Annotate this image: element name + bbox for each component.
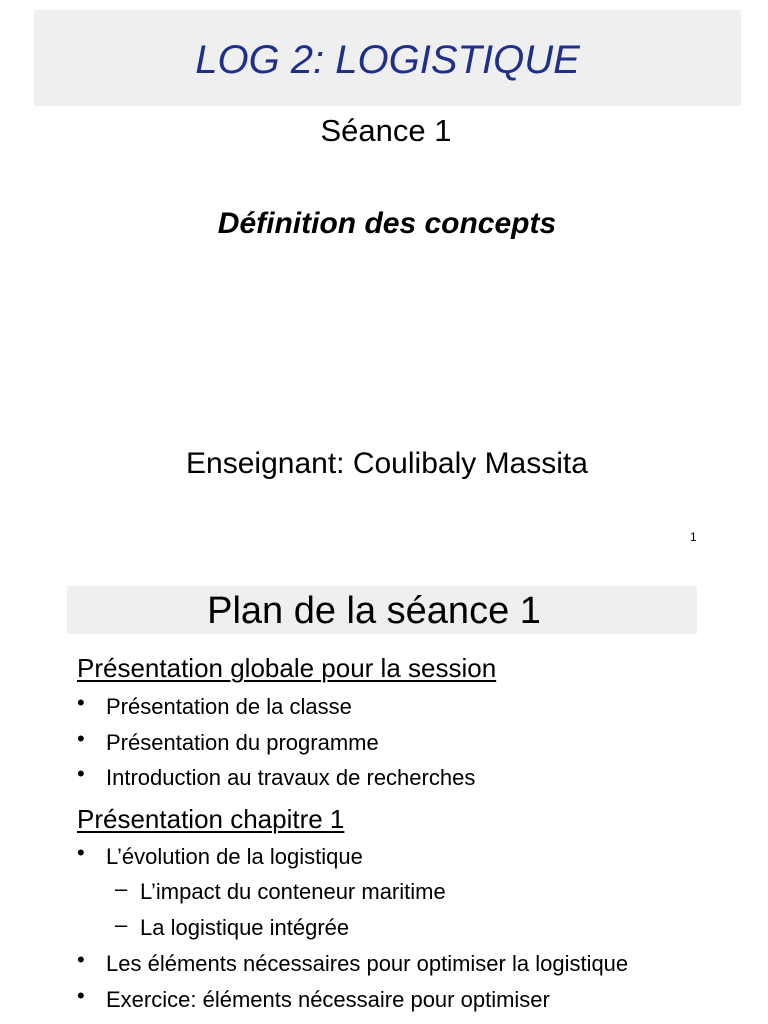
list-item-text: Présentation de la classe bbox=[106, 694, 352, 719]
teacher-name: Enseignant: Coulibaly Massita bbox=[186, 447, 588, 480]
bullet-icon: • bbox=[77, 761, 85, 786]
plan-slide bbox=[0, 560, 768, 1024]
bullet-icon: • bbox=[77, 690, 85, 715]
list-item-text: Introduction au travaux de recherches bbox=[106, 765, 476, 790]
sub-list-item-text: La logistique intégrée bbox=[140, 915, 350, 940]
slide-subtitle: Définition des concepts bbox=[217, 207, 557, 240]
list-item-text: Exercice: éléments nécessaire pour optimiser bbox=[106, 987, 550, 1012]
list-item-text: Présentation du programme bbox=[106, 730, 379, 755]
dash-icon: – bbox=[115, 876, 128, 901]
section-heading-chapter: Présentation chapitre 1 bbox=[77, 804, 345, 834]
page-number: 1 bbox=[690, 530, 697, 544]
session-label: Séance 1 bbox=[320, 113, 452, 148]
bullet-icon: • bbox=[77, 983, 85, 1008]
list-item-text: L’évolution de la logistique bbox=[106, 844, 363, 869]
bullet-icon: • bbox=[77, 840, 85, 865]
section-heading-global: Présentation globale pour la session bbox=[77, 653, 497, 683]
dash-icon: – bbox=[115, 912, 128, 937]
course-title: LOG 2: LOGISTIQUE bbox=[195, 38, 580, 82]
bullet-icon: • bbox=[77, 726, 85, 751]
bullet-icon: • bbox=[77, 947, 85, 972]
plan-title: Plan de la séance 1 bbox=[207, 590, 541, 632]
sub-list-item-text: L’impact du conteneur maritime bbox=[140, 879, 446, 904]
list-item-text: Les éléments nécessaires pour optimiser la logistique bbox=[106, 951, 629, 976]
